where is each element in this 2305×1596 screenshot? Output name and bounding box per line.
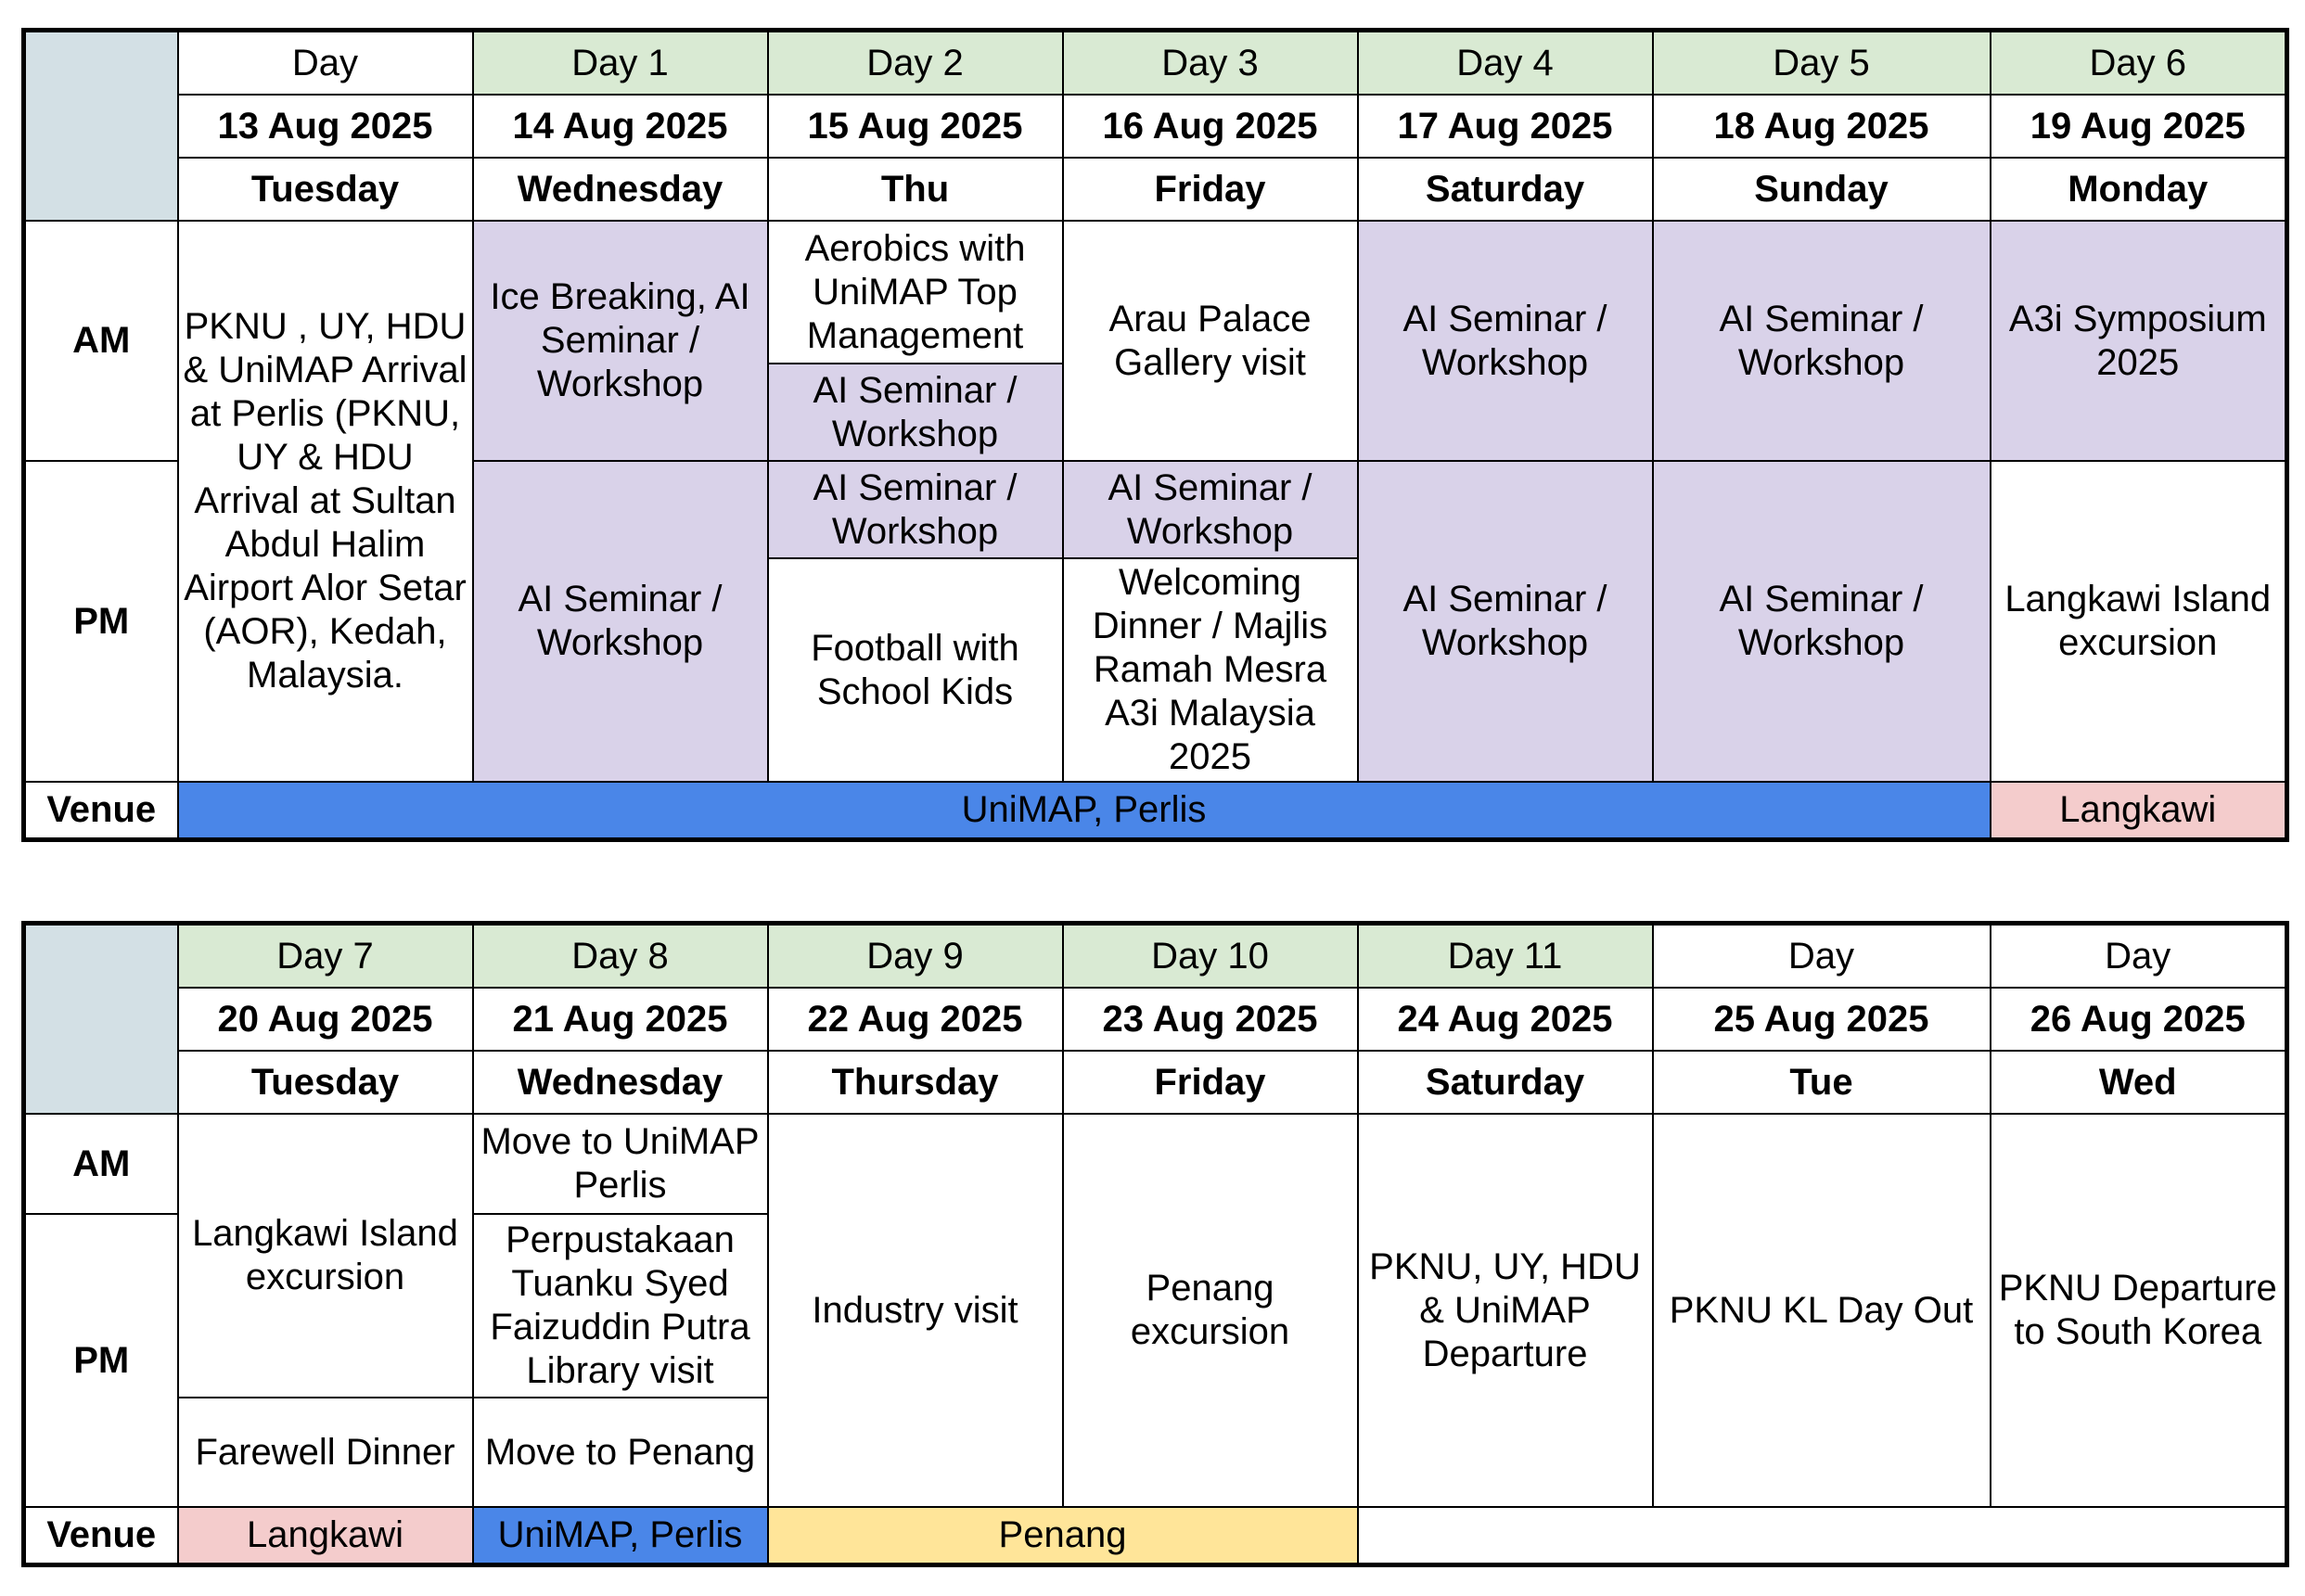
- activity-cell: Welcoming Dinner / Majlis Ramah Mesra A3i Malaysia 2025: [1063, 558, 1358, 782]
- pm-row-label: PM: [24, 1214, 178, 1507]
- weekday-label: Wednesday: [473, 158, 768, 221]
- pm-row-label: PM: [24, 461, 178, 782]
- activity-cell: AI Seminar / Workshop: [768, 461, 1063, 558]
- weekday-label: Monday: [1991, 158, 2287, 221]
- activity-cell: PKNU, UY, HDU & UniMAP Departure: [1358, 1114, 1653, 1507]
- weekday-label: Friday: [1063, 1051, 1358, 1114]
- activity-cell: Arau Palace Gallery visit: [1063, 221, 1358, 461]
- venue-unimap: UniMAP, Perlis: [473, 1507, 768, 1564]
- activity-cell: AI Seminar / Workshop: [1063, 461, 1358, 558]
- day-label: Day 3: [1063, 31, 1358, 96]
- date-label: 19 Aug 2025: [1991, 95, 2287, 158]
- activity-cell: AI Seminar / Workshop: [768, 364, 1063, 461]
- activity-cell: AI Seminar / Workshop: [1653, 461, 1991, 782]
- day-label: Day 2: [768, 31, 1063, 96]
- weekday-label: Thu: [768, 158, 1063, 221]
- activity-cell: Industry visit: [768, 1114, 1063, 1507]
- date-label: 26 Aug 2025: [1991, 988, 2287, 1051]
- activity-cell: Move to Penang: [473, 1398, 768, 1507]
- date-label: 20 Aug 2025: [178, 988, 473, 1051]
- activity-cell: A3i Symposium 2025: [1991, 221, 2287, 461]
- date-label: 13 Aug 2025: [178, 95, 473, 158]
- am-row-label: AM: [24, 1114, 178, 1214]
- corner-cell: [24, 924, 178, 1115]
- weekday-label: Friday: [1063, 158, 1358, 221]
- activity-cell: Langkawi Island excursion: [1991, 461, 2287, 782]
- day-label: Day 10: [1063, 924, 1358, 989]
- day-label: Day: [1991, 924, 2287, 989]
- activity-cell: Football with School Kids: [768, 558, 1063, 782]
- activity-cell: Farewell Dinner: [178, 1398, 473, 1507]
- day-label: Day 6: [1991, 31, 2287, 96]
- schedule-table-week-1: [21, 28, 2289, 842]
- weekday-label: Tuesday: [178, 1051, 473, 1114]
- venue-penang: Penang: [768, 1507, 1358, 1564]
- weekday-label: Wednesday: [473, 1051, 768, 1114]
- activity-cell: PKNU Departure to South Korea: [1991, 1114, 2287, 1507]
- date-label: 21 Aug 2025: [473, 988, 768, 1051]
- activity-cell: Ice Breaking, AI Seminar / Workshop: [473, 221, 768, 461]
- activity-arrival: PKNU , UY, HDU & UniMAP Arrival at Perlis (PKNU, UY & HDU Arrival at Sultan Abdul Halim Airport Alor Setar (AOR), Kedah, Malaysia.: [178, 221, 473, 782]
- day-label: Day 4: [1358, 31, 1653, 96]
- day-label: Day 9: [768, 924, 1063, 989]
- activity-cell: AI Seminar / Workshop: [473, 461, 768, 782]
- activity-cell: Move to UniMAP Perlis: [473, 1114, 768, 1214]
- activity-cell: Langkawi Island excursion: [178, 1114, 473, 1398]
- activity-cell: AI Seminar / Workshop: [1653, 221, 1991, 461]
- venue-row-label: Venue: [24, 782, 178, 839]
- activity-cell: Perpustakaan Tuanku Syed Faizuddin Putra Library visit: [473, 1214, 768, 1398]
- day-label: Day 11: [1358, 924, 1653, 989]
- date-label: 24 Aug 2025: [1358, 988, 1653, 1051]
- date-label: 23 Aug 2025: [1063, 988, 1358, 1051]
- day-label: Day 7: [178, 924, 473, 989]
- day-label: Day 1: [473, 31, 768, 96]
- date-label: 15 Aug 2025: [768, 95, 1063, 158]
- activity-cell: AI Seminar / Workshop: [1358, 461, 1653, 782]
- schedule-table-week-2: [21, 921, 2289, 1567]
- date-label: 22 Aug 2025: [768, 988, 1063, 1051]
- activity-cell: AI Seminar / Workshop: [1358, 221, 1653, 461]
- day-label: Day 5: [1653, 31, 1991, 96]
- venue-unimap: UniMAP, Perlis: [178, 782, 1991, 839]
- corner-cell: [24, 31, 178, 222]
- weekday-label: Tuesday: [178, 158, 473, 221]
- weekday-label: Tue: [1653, 1051, 1991, 1114]
- venue-langkawi: Langkawi: [1991, 782, 2287, 839]
- date-label: 14 Aug 2025: [473, 95, 768, 158]
- activity-cell: PKNU KL Day Out: [1653, 1114, 1991, 1507]
- weekday-label: Wed: [1991, 1051, 2287, 1114]
- day-label: Day: [178, 31, 473, 96]
- date-label: 25 Aug 2025: [1653, 988, 1991, 1051]
- venue-empty: [1358, 1507, 2287, 1564]
- day-label: Day 8: [473, 924, 768, 989]
- venue-row-label: Venue: [24, 1507, 178, 1564]
- date-label: 18 Aug 2025: [1653, 95, 1991, 158]
- venue-langkawi: Langkawi: [178, 1507, 473, 1564]
- weekday-label: Sunday: [1653, 158, 1991, 221]
- am-row-label: AM: [24, 221, 178, 461]
- day-label: Day: [1653, 924, 1991, 989]
- weekday-label: Saturday: [1358, 158, 1653, 221]
- weekday-label: Saturday: [1358, 1051, 1653, 1114]
- weekday-label: Thursday: [768, 1051, 1063, 1114]
- date-label: 17 Aug 2025: [1358, 95, 1653, 158]
- activity-cell: Aerobics with UniMAP Top Management: [768, 221, 1063, 364]
- activity-cell: Penang excursion: [1063, 1114, 1358, 1507]
- date-label: 16 Aug 2025: [1063, 95, 1358, 158]
